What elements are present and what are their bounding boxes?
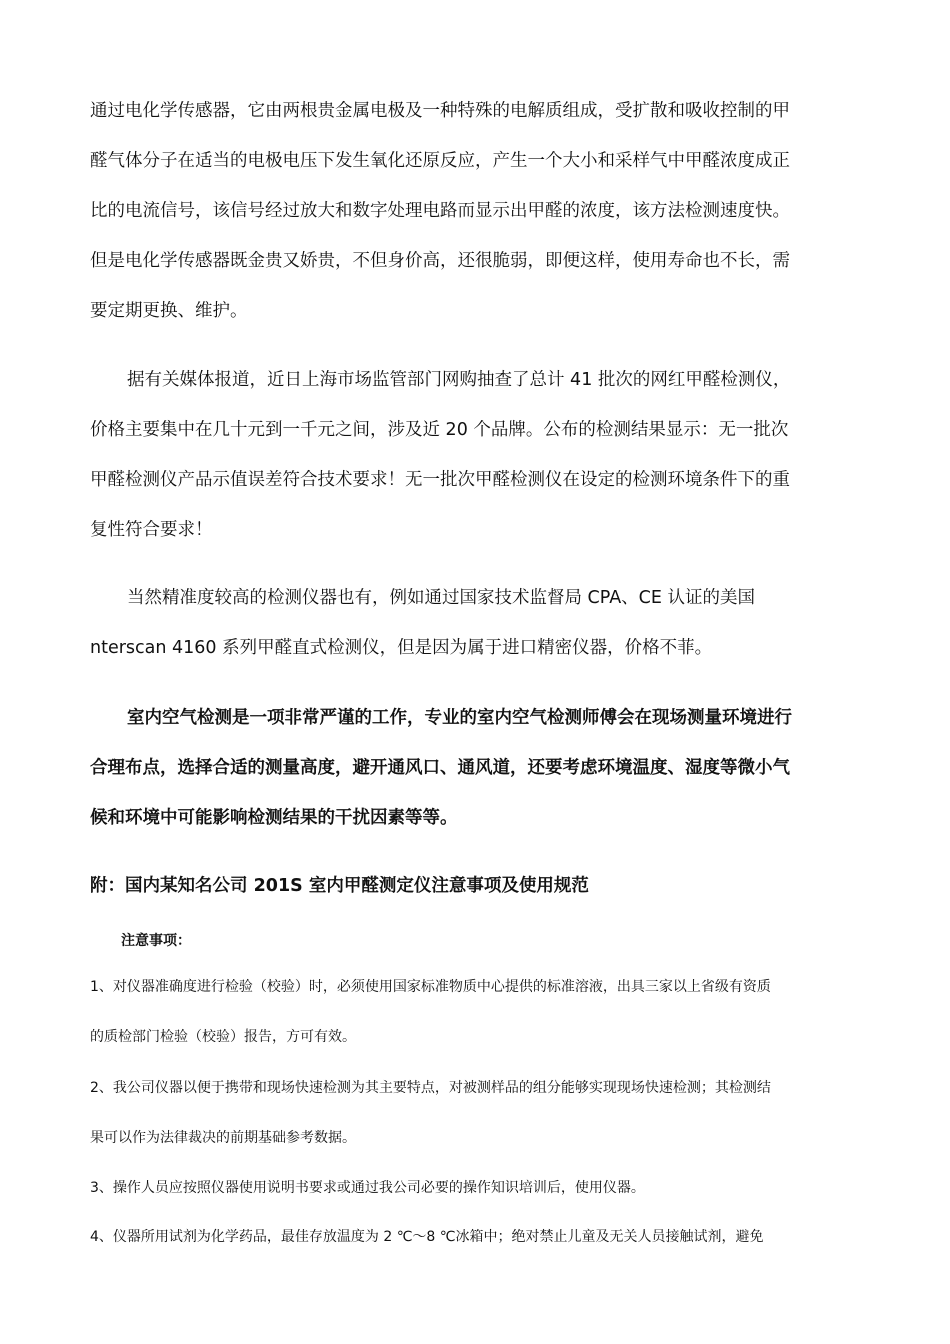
- paragraph-3-line-1: 当然精准度较高的检测仪器也有，例如通过国家技术监督局 CPA、CE 认证的美国: [127, 588, 756, 608]
- note-item-1-line-1: 1、对仪器准确度进行检验（校验）时，必须使用国家标准物质中心提供的标准溶液，出具三家以上省级有资质: [90, 979, 771, 995]
- paragraph-1-line-5: 要定期更换、维护。: [90, 301, 248, 321]
- note-item-2-line-2: 果可以作为法律裁决的前期基础参考数据。: [90, 1130, 356, 1146]
- paragraph-1-line-3: 比的电流信号，该信号经过放大和数字处理电路而显示出甲醛的浓度，该方法检测速度快。: [90, 201, 790, 221]
- paragraph-2-line-2: 价格主要集中在几十元到一千元之间，涉及近 20 个品牌。公布的检测结果显示：无一批次: [90, 420, 789, 440]
- paragraph-2-line-4: 复性符合要求！: [90, 520, 213, 540]
- paragraph-3-line-2: nterscan 4160 系列甲醛直式检测仪，但是因为属于进口精密仪器，价格不菲。: [90, 638, 713, 658]
- note-item-1-line-2: 的质检部门检验（校验）报告，方可有效。: [90, 1029, 356, 1045]
- paragraph-2-line-1: 据有关媒体报道，近日上海市场监管部门网购抽查了总计 41 批次的网红甲醛检测仪，: [127, 370, 791, 390]
- note-item-4-line-1: 4、仪器所用试剂为化学药品，最佳存放温度为 2 ℃～8 ℃冰箱中；绝对禁止儿童及无关人员接触试剂，避免: [90, 1229, 764, 1245]
- note-item-3: 3、操作人员应按照仪器使用说明书要求或通过我公司必要的操作知识培训后，使用仪器。: [90, 1180, 645, 1196]
- paragraph-4-line-1: 室内空气检测是一项非常严谨的工作，专业的室内空气检测师傅会在现场测量环境进行: [127, 708, 792, 728]
- paragraph-1-line-1: 通过电化学传感器，它由两根贵金属电极及一种特殊的电解质组成，受扩散和吸收控制的甲: [90, 101, 790, 121]
- notes-title: 注意事项：: [121, 933, 191, 949]
- paragraph-4-line-2: 合理布点，选择合适的测量高度，避开通风口、通风道，还要考虑环境温度、湿度等微小气: [90, 758, 790, 778]
- appendix-heading: 附：国内某知名公司 201S 室内甲醛测定仪注意事项及使用规范: [90, 876, 589, 896]
- paragraph-1-line-2: 醛气体分子在适当的电极电压下发生氧化还原反应，产生一个大小和采样气中甲醛浓度成正: [90, 151, 790, 171]
- paragraph-2-line-3: 甲醛检测仪产品示值误差符合技术要求！无一批次甲醛检测仪在设定的检测环境条件下的重: [90, 470, 790, 490]
- paragraph-4-line-3: 候和环境中可能影响检测结果的干扰因素等等。: [90, 808, 458, 828]
- paragraph-1-line-4: 但是电化学传感器既金贵又娇贵，不但身价高，还很脆弱，即便这样，使用寿命也不长，需: [90, 251, 790, 271]
- note-item-2-line-1: 2、我公司仪器以便于携带和现场快速检测为其主要特点，对被测样品的组分能够实现现场快速检测；其检测结: [90, 1080, 771, 1096]
